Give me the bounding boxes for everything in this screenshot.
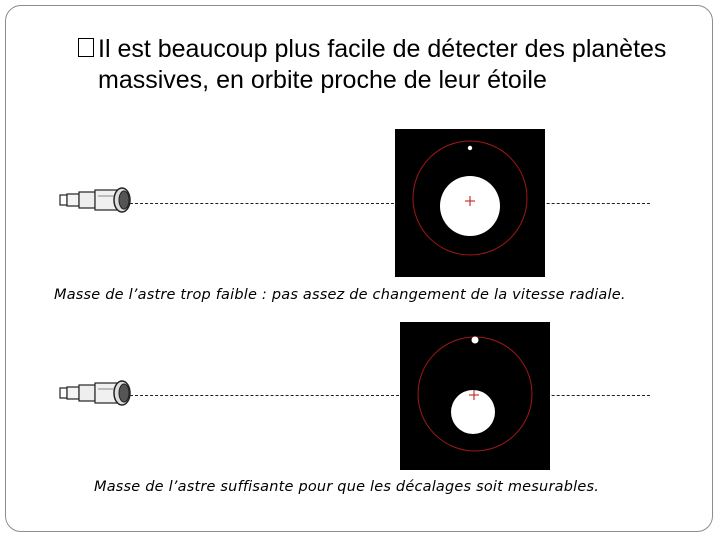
checkbox-bullet-icon: [78, 38, 94, 57]
line-of-sight: [130, 203, 650, 204]
telescope-icon: [58, 186, 136, 218]
caption-low-mass: Masse de l’astre trop faible : pas assez de changement de la vitesse radiale.: [54, 287, 626, 303]
telescope-icon: [58, 379, 136, 411]
star-orbit-panel: [395, 129, 545, 277]
planet-icon: [472, 337, 479, 344]
caption-high-mass: Masse de l’astre suffisante pour que les décalages soit mesurables.: [94, 479, 600, 495]
bullet-point: [80, 34, 680, 96]
line-of-sight: [130, 395, 650, 396]
bullet-text: Il est beaucoup plus facile de détecter des planètes massives, en orbite proche de leur étoile: [98, 35, 667, 94]
star-icon: [451, 390, 495, 434]
planet-icon: [468, 146, 472, 150]
star-orbit-panel: [400, 322, 550, 470]
